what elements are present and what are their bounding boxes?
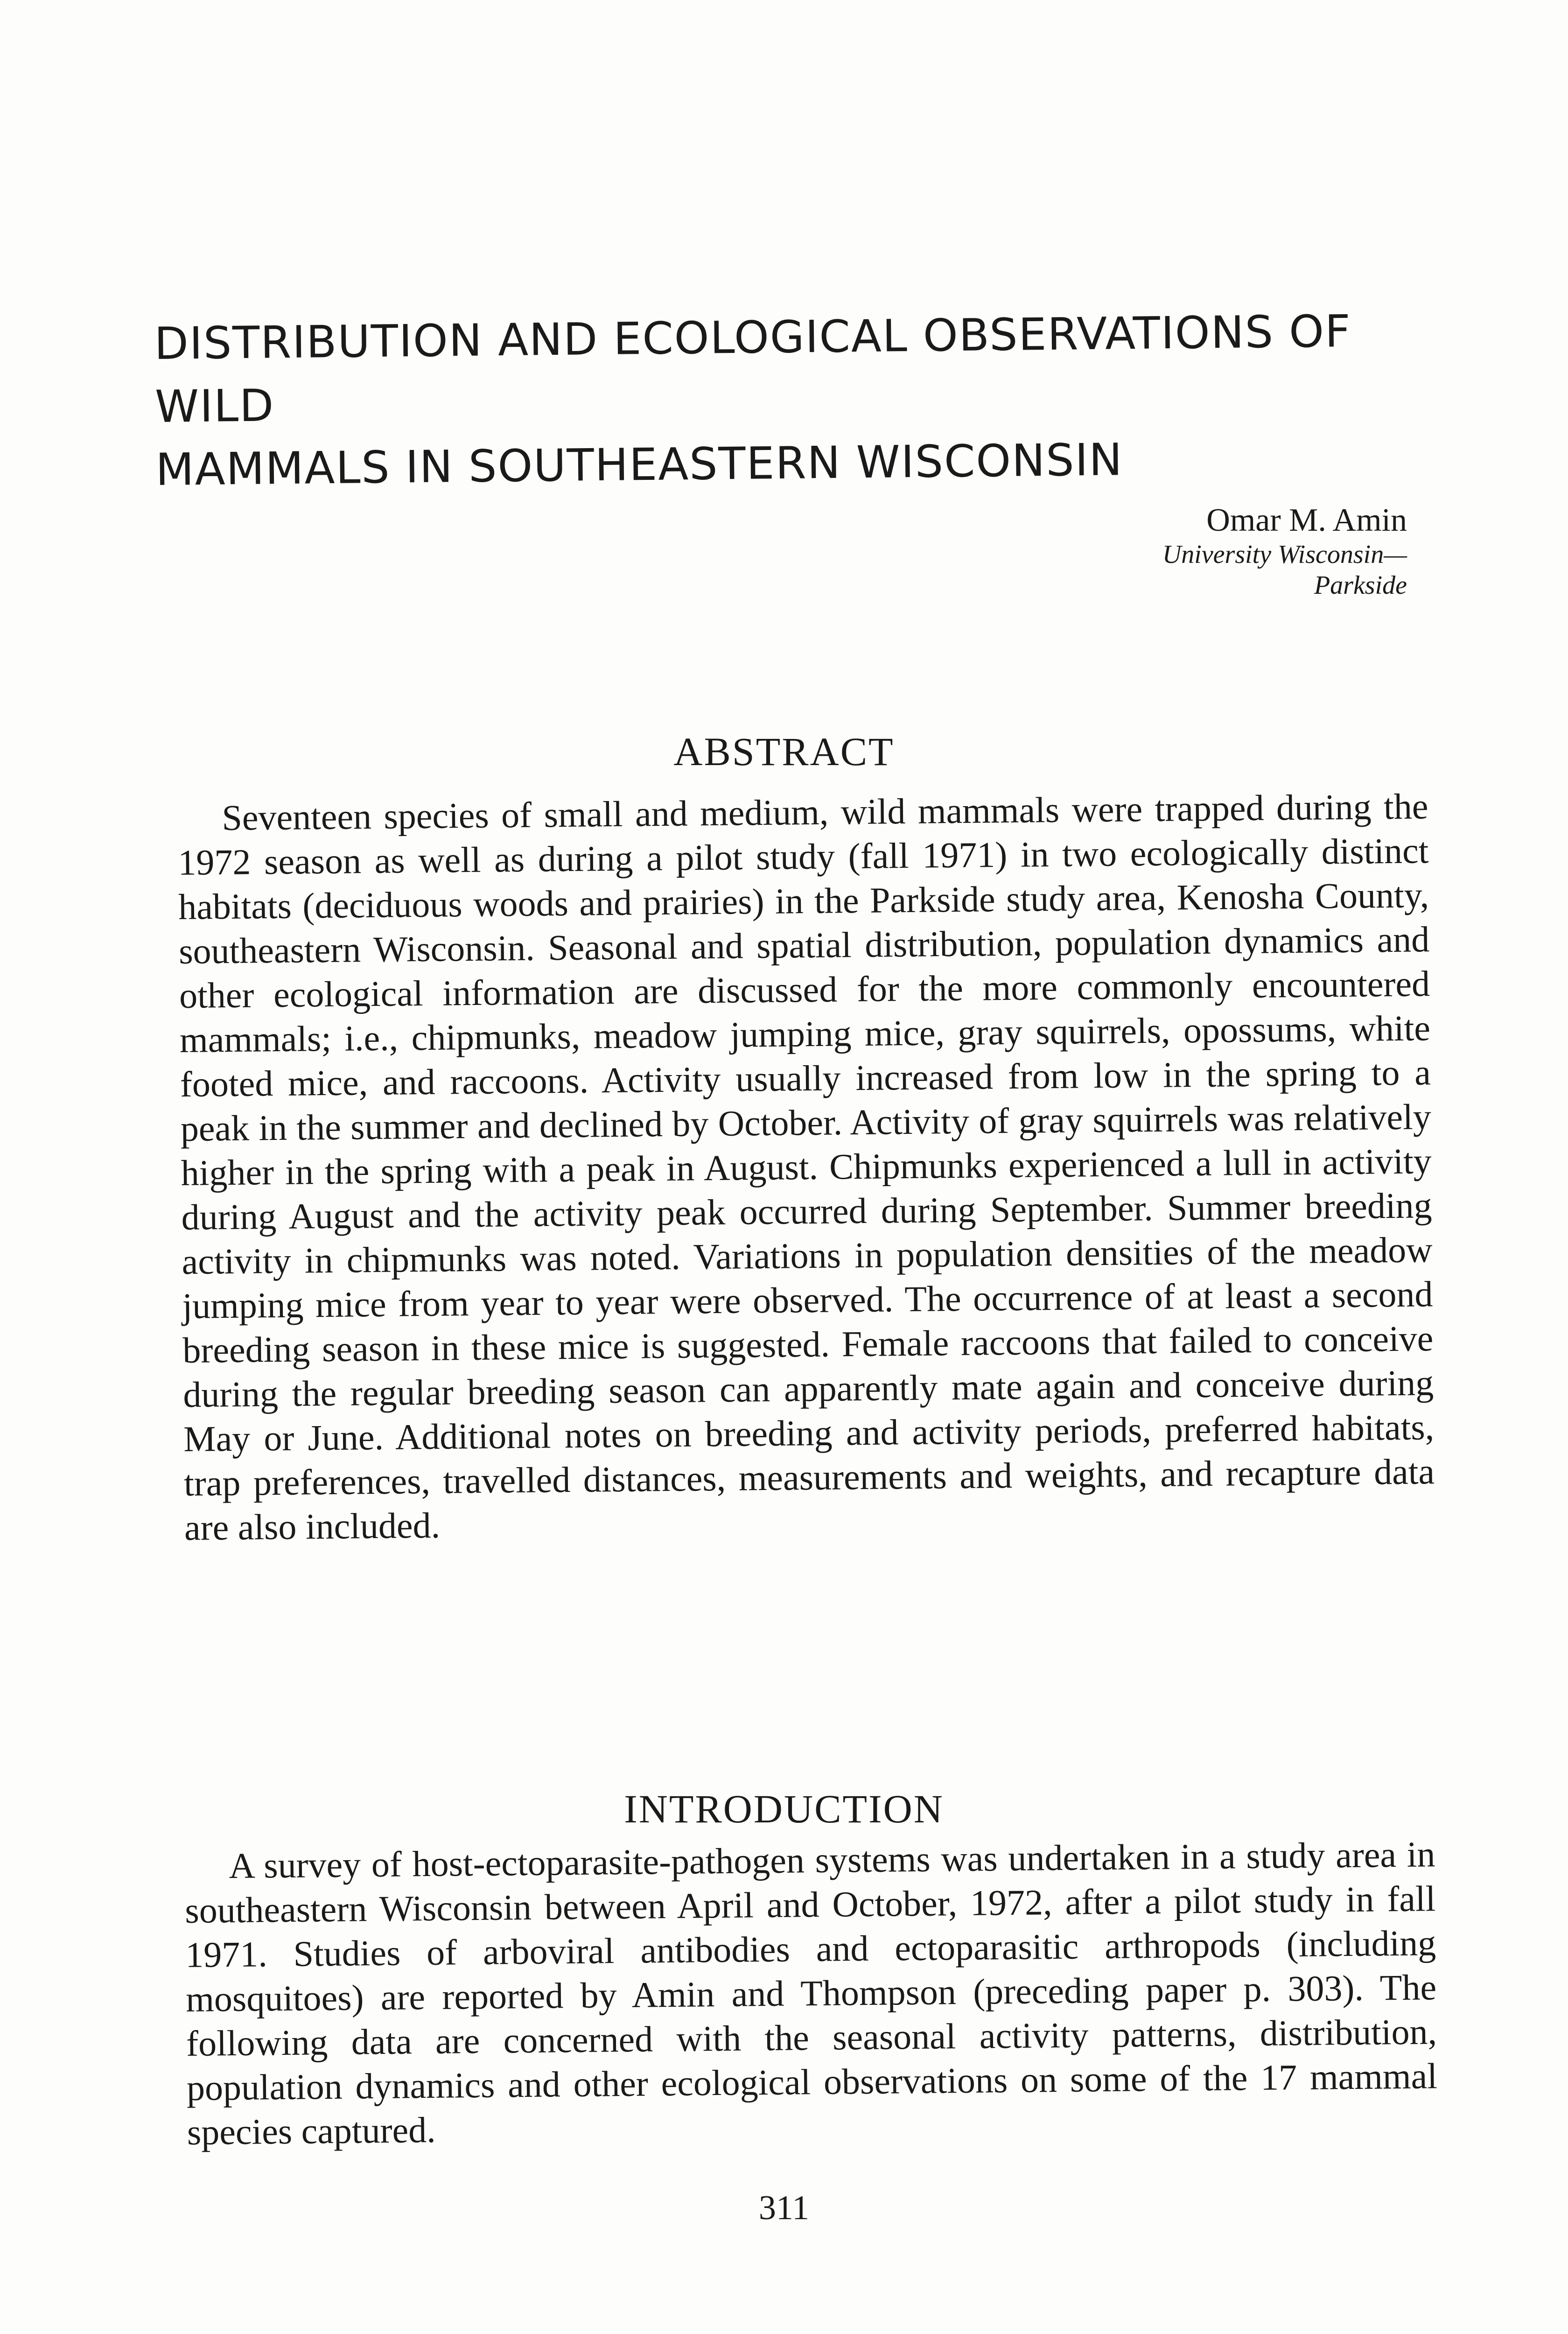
introduction-paragraph	[184, 1832, 1438, 2154]
title-line-1: DISTRIBUTION AND ECOLOGICAL OBSERVATIONS OF WILD	[154, 306, 1352, 433]
introduction-heading: INTRODUCTION	[624, 1786, 944, 1831]
author-affiliation-line-2: Parkside	[1314, 571, 1407, 600]
author-block	[1162, 502, 1407, 601]
author-affiliation-line-1: University Wisconsin—	[1162, 540, 1407, 569]
page-number: 311	[758, 2189, 810, 2227]
title-line-2: MAMMALS IN SOUTHEASTERN WISCONSIN	[155, 434, 1124, 496]
introduction-text: A survey of host-ectoparasite-pathogen systems was undertaken in a study area in southeastern Wisconsin between April and October, 1972, after a pilot study in fall 1971. Studies of arboviral antibodies and ectoparasitic arthropods (including mosquitoes) are reported by Amin and Thompson (preceding paper p. 303). The following data are concerned with the seasonal activity patterns, distribution, population dynamics and other ecological observations on some of the 17 mammal species captured.	[184, 1834, 1438, 2152]
abstract-paragraph	[177, 784, 1435, 1550]
abstract-heading: ABSTRACT	[673, 729, 895, 774]
author-name: Omar M. Amin	[1206, 502, 1407, 538]
abstract-text: Seventeen species of small and medium, wild mammals were trapped during the 1972 season as well as during a pilot study (fall 1971) in two ecologically distinct habitats (deciduous woods and prairies) in the Parkside study area, Kenosha County, southeastern Wisconsin. Seasonal and spatial distribution, population dynamics and other ecological information are discussed for the more commonly encountered mammals; i.e., chipmunks, meadow jumping mice, gray squirrels, opossums, white footed mice, and raccoons. Activity usually increased from low in the spring to a peak in the summer and declined by October. Activity of gray squirrels was relatively higher in the spring with a peak in August. Chipmunks experienced a lull in activity during August and the activity peak occurred during September. Summer breeding activity in chipmunks was noted. Variations in population densities of the meadow jumping mice from year to year were observed. The occurrence of at least a second breeding season in these mice is suggested. Female raccoons that failed to conceive during the regular breeding season can apparently mate again and conceive during May or June. Additional notes on breeding and activity periods, preferred habitats, trap preferences, travelled distances, measurements and weights, and recapture data are also included.	[177, 786, 1435, 1548]
article-title	[154, 300, 1416, 502]
